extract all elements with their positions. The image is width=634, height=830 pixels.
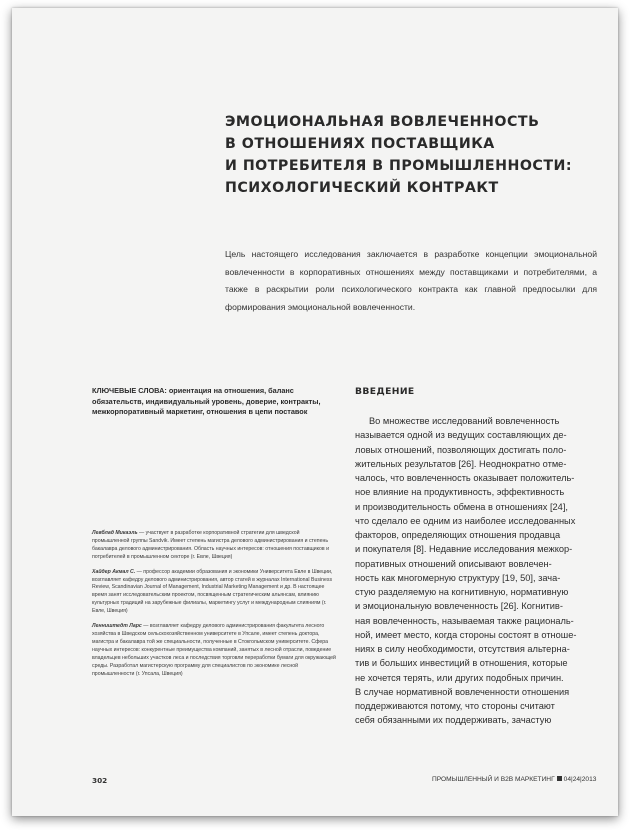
paragraph-line: себя обязанными их поддерживать, зачастую (355, 715, 552, 726)
author-name: Хайдер Акмал С. (92, 568, 136, 575)
paragraph-line: что сделало ее одним из наиболее исследованных (355, 515, 576, 526)
author-description: — участвует в разработке корпоративной стратегии для шведской промышленной группы Sandvik. Имеет степень магистра делового администрирования и степень бакалавра делового администрирования. Область научных интересов: отношения поставщиков и потребителей в промышленном секторе (г. Евле, Швеция) (92, 530, 329, 560)
author-name: Левблад Микаэль (92, 530, 138, 536)
abstract: Цель настоящего исследования заключается в разработке концепции эмоциональной вовлеченности в корпоративных отношениях между поставщиками и потребителями, а также в раскрытии роли психологического контракта как главной предпосылки для формирования эмоциональной вовлеченности. (225, 249, 597, 312)
paragraph-line: поддерживаются потому, что стороны считают (355, 701, 555, 711)
square-separator-icon (557, 776, 562, 781)
paragraph-line: называется одной из ведущих составляющих де- (355, 430, 567, 441)
journal-name: ПРОМЫШЛЕННЫЙ И B2B МАРКЕТИНГ (432, 776, 555, 783)
journal-issue: 04|24|2013 (563, 776, 597, 783)
paragraph-line: тив и больших инвестиций в отношения, которые (355, 658, 568, 669)
paragraph-line: ловых отношений, позволяющих достигать поло- (355, 444, 567, 455)
author-bio (92, 623, 337, 678)
paragraph-line: факторов, определяющих отношения продавца (355, 530, 561, 540)
author-name: Ленништедт Ларс (92, 623, 142, 630)
journal-page (12, 8, 618, 816)
paragraph-line: стую разделяемую на когнитивную, нормативную (355, 587, 569, 597)
paragraph-line: Во множестве исследований вовлеченность (369, 416, 560, 426)
paragraph-line: поративных отношений описывают вовлечен- (355, 558, 552, 569)
paragraph-line: не хочется терять, или других подобных причин. (355, 672, 564, 683)
author-bios (92, 530, 337, 685)
author-bio (92, 569, 337, 616)
paragraph-line: и производительность обмена в отношениях [24], (355, 501, 568, 512)
section-heading: ВВЕДЕНИЕ (355, 386, 415, 397)
journal-footer (432, 776, 596, 783)
article-title (225, 111, 615, 199)
paragraph-line: ной, имеет место, когда стороны состоят в отноше- (355, 629, 577, 640)
author-bio (92, 530, 337, 562)
paragraph-line: и эмоциональную вовлеченность [26]. Когнитив- (355, 601, 563, 612)
paragraph-line: В случае нормативной вовлеченности отношения (355, 686, 570, 697)
paragraph-line: чалось, что вовлеченность оказывает положитель- (355, 473, 575, 483)
author-description: — профессор академии образования и экономики Университета Евле в Швеции, возглавляет кафедру делового администрирования, автор статей в журналах International Business Review, Scandinavian Journal of Management, Industrial Marketing Management и др. В настоящее время занят исследовательским проектом, посвященным стратегическим альянсам, влиянию культурных традиций на зарубежные филиалы, маркетингу услуг и международным слияниям (г. Евле, Швеция) (92, 568, 333, 615)
title-line: ПСИХОЛОГИЧЕСКИЙ КОНТРАКТ (225, 180, 499, 196)
paragraph-line: жительных результатов [26]. Неоднократно отме- (355, 458, 567, 469)
paragraph-line: ное влияние на продуктивность, эффективность (355, 487, 565, 498)
paragraph-line: ная вовлеченность, называемая также рациональ- (355, 615, 574, 626)
title-line: И ПОТРЕБИТЕЛЯ В ПРОМЫШЛЕННОСТИ: (225, 158, 573, 174)
title-line: ЭМОЦИОНАЛЬНАЯ ВОВЛЕЧЕННОСТЬ (225, 114, 540, 130)
author-description: — возглавляет кафедру делового администрирования факультета лесного хозяйства в Шведском сельскохозяйственном университете в Упсале, имеет степень доктора, магистра и бакалавра той же специальности, полученные в Стокгольмском университете. Сфера научных интересов: конкурентные преимущества компаний, занятых в лесной отрасли, поведение владельцев небольших участков леса и последствия торговли переработки бумаги для окружающей среды. Разработал магистерскую программу для специалистов по экономике лесной промышленности (г. Упсала, Швеция) (92, 623, 336, 677)
paragraph-line: ниях в силу необходимости, отсутствия альтерна- (355, 644, 570, 654)
paragraph-line: ность как многомерную структуру [19, 50], зача- (355, 572, 561, 583)
introduction-body (355, 414, 617, 728)
paragraph-line: и покупателя [8]. Недавние исследования межкор- (355, 544, 573, 555)
title-line: В ОТНОШЕНИЯХ ПОСТАВЩИКА (225, 136, 495, 152)
keywords: КЛЮЧЕВЫЕ СЛОВА: ориентация на отношения, баланс обязательств, индивидуальный уровень, доверие, контракты, межкорпоративный маркетинг, отношения в цепи поставок (92, 386, 321, 416)
page-number: 302 (92, 776, 108, 785)
